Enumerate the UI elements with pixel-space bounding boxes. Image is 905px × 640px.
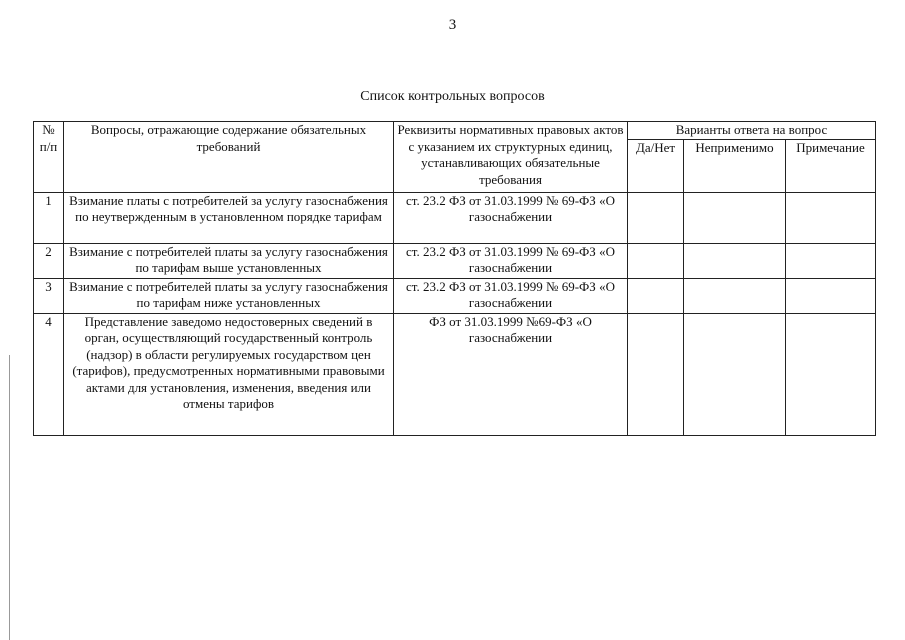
row-requisite: ФЗ от 31.03.1999 №69-ФЗ «О газоснабжении	[394, 313, 628, 435]
row-yes-no-cell[interactable]	[628, 243, 684, 278]
header-note: Примечание	[786, 139, 876, 192]
table-row	[34, 278, 876, 313]
scan-margin-line	[9, 355, 10, 640]
row-number: 4	[34, 313, 64, 435]
header-requisites: Реквизиты нормативных правовых актов с указанием их структурных единиц, устанавливающих обязательные требования	[394, 122, 628, 193]
table-row	[34, 313, 876, 435]
row-not-applicable-cell[interactable]	[684, 243, 786, 278]
table-row	[34, 243, 876, 278]
row-not-applicable-cell[interactable]	[684, 313, 786, 435]
header-number: № п/п	[34, 122, 64, 193]
header-answer-variants: Варианты ответа на вопрос	[628, 122, 876, 140]
row-question: Представление заведомо недостоверных сведений в орган, осуществляющий государственный контроль (надзор) в области регулируемых государством цен (тарифов), предусмотренных нормативными правовыми актами для установления, изменения, введения или отмены тарифов	[64, 313, 394, 435]
document-title: Список контрольных вопросов	[360, 89, 545, 104]
header-row	[34, 122, 876, 140]
row-not-applicable-cell[interactable]	[684, 278, 786, 313]
row-requisite: ст. 23.2 ФЗ от 31.03.1999 № 69-ФЗ «О газоснабжении	[394, 243, 628, 278]
row-number: 1	[34, 192, 64, 243]
checklist-table	[33, 121, 876, 436]
row-question: Взимание с потребителей платы за услугу газоснабжения по тарифам ниже установленных	[64, 278, 394, 313]
page-number: 3	[448, 17, 457, 33]
row-yes-no-cell[interactable]	[628, 313, 684, 435]
row-note-cell[interactable]	[786, 313, 876, 435]
row-requisite: ст. 23.2 ФЗ от 31.03.1999 № 69-ФЗ «О газоснабжении	[394, 278, 628, 313]
row-note-cell[interactable]	[786, 243, 876, 278]
row-number: 2	[34, 243, 64, 278]
row-question: Взимание с потребителей платы за услугу газоснабжения по тарифам выше установленных	[64, 243, 394, 278]
row-yes-no-cell[interactable]	[628, 278, 684, 313]
row-requisite: ст. 23.2 ФЗ от 31.03.1999 № 69-ФЗ «О газоснабжении	[394, 192, 628, 243]
row-note-cell[interactable]	[786, 278, 876, 313]
row-yes-no-cell[interactable]	[628, 192, 684, 243]
header-questions: Вопросы, отражающие содержание обязательных требований	[64, 122, 394, 193]
row-not-applicable-cell[interactable]	[684, 192, 786, 243]
row-number: 3	[34, 278, 64, 313]
table-row	[34, 192, 876, 243]
row-note-cell[interactable]	[786, 192, 876, 243]
header-yes-no: Да/Нет	[628, 139, 684, 192]
row-question: Взимание платы с потребителей за услугу газоснабжения по неутвержденным в установленном порядке тарифам	[64, 192, 394, 243]
header-not-applicable: Неприменимо	[684, 139, 786, 192]
